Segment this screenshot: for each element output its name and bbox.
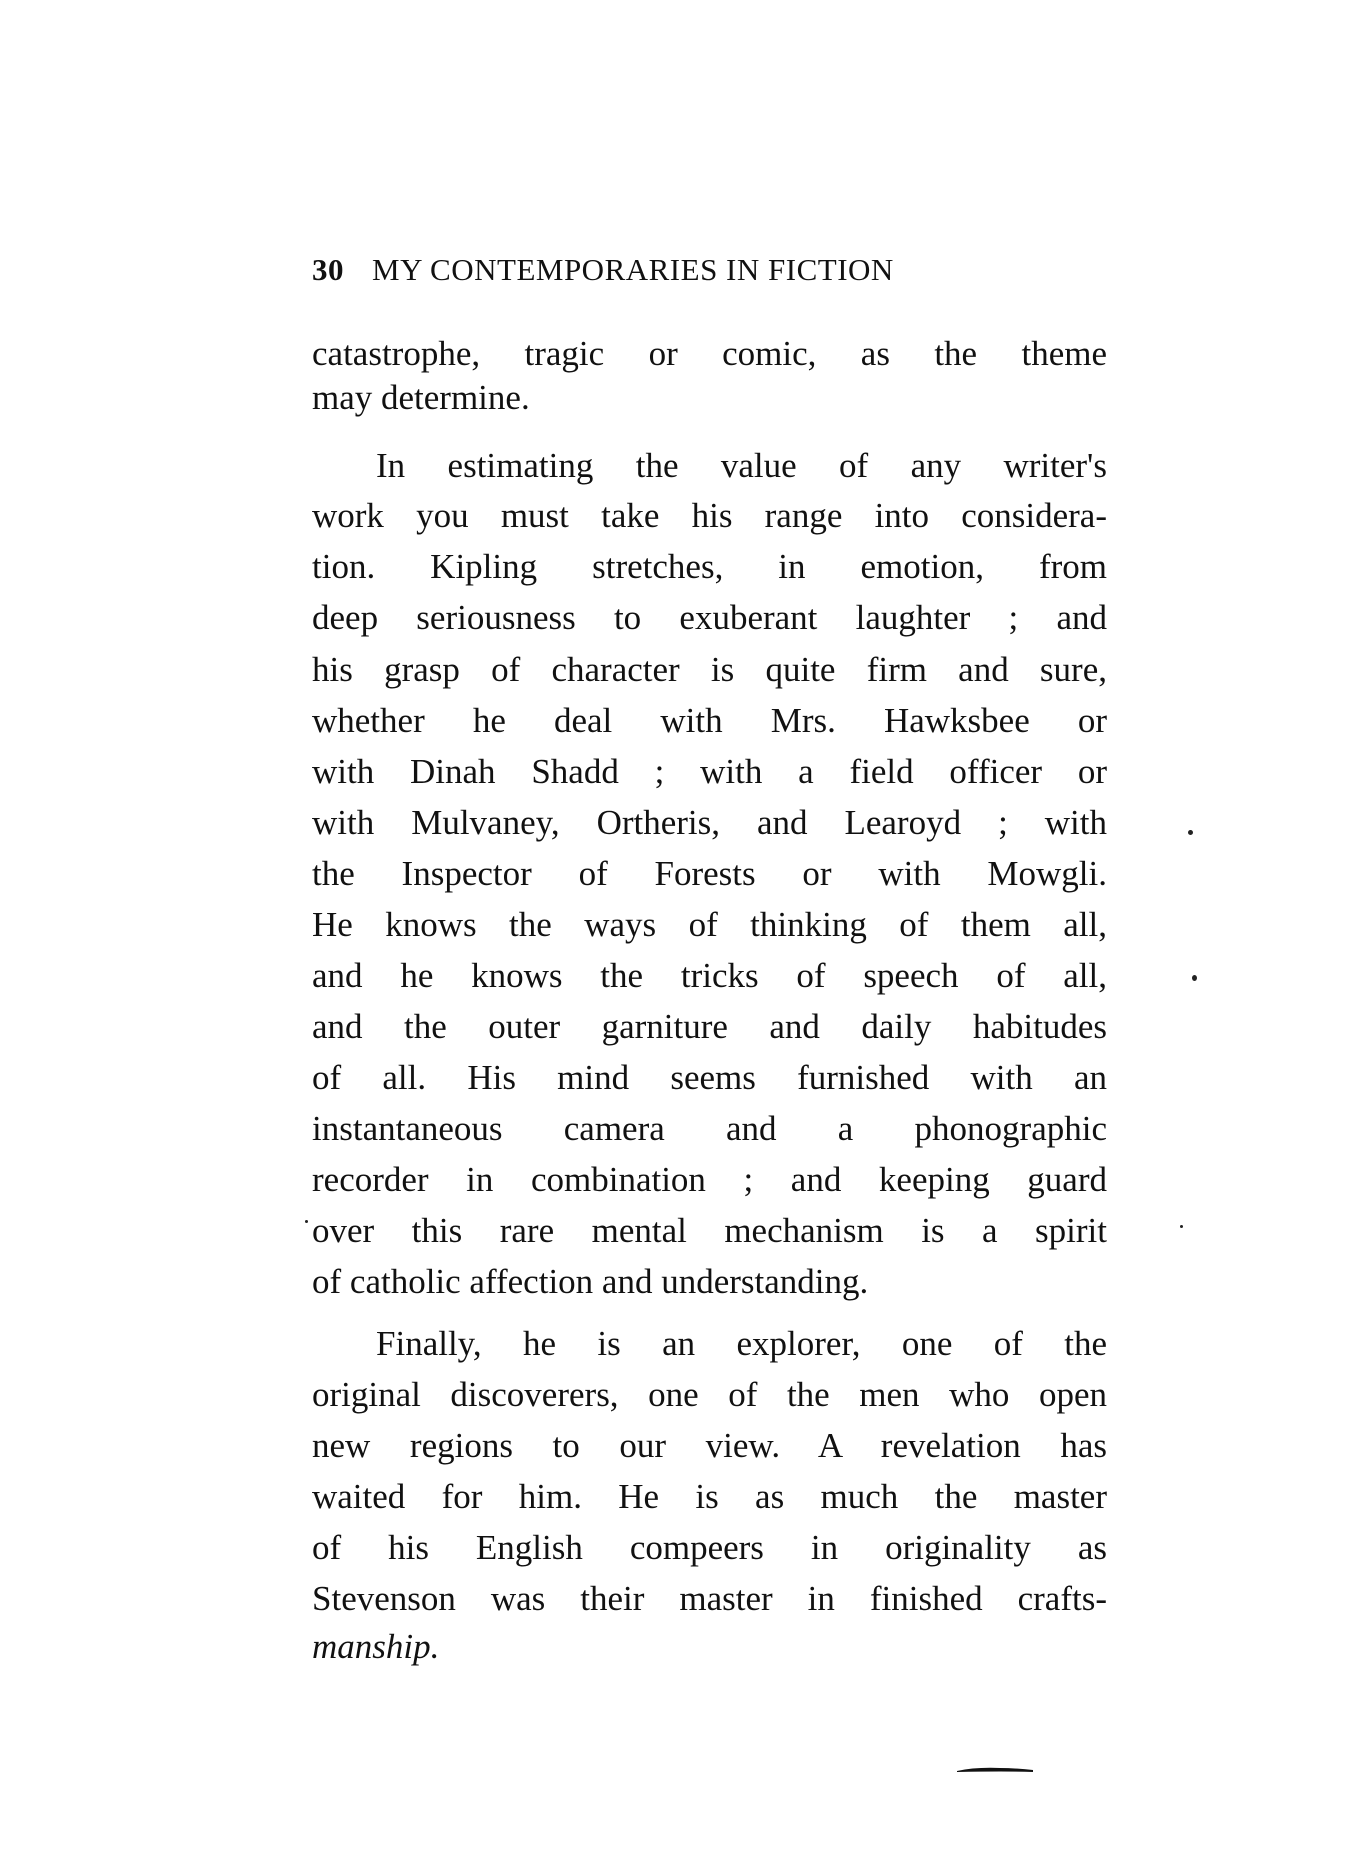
running-title: MY CONTEMPORARIES IN FICTION [372, 252, 894, 287]
text-line: Finally, he is an explorer, one of the [376, 1324, 1107, 1363]
tailpiece-ornament [955, 1765, 1035, 1773]
text-line: work you must take his range into considera- [312, 496, 1107, 535]
text-line: with Dinah Shadd ; with a field officer or [312, 752, 1107, 791]
text-line: new regions to our view. A revelation has [312, 1426, 1107, 1465]
text-line: of all. His mind seems furnished with an [312, 1058, 1107, 1097]
text-line: manship. [312, 1627, 440, 1666]
page-number: 30 [312, 252, 344, 287]
text-line: his grasp of character is quite firm and sure, [312, 650, 1107, 689]
print-speck [1180, 1225, 1183, 1228]
text-line: of catholic affection and understanding. [312, 1262, 869, 1301]
text-line: of his English compeers in originality as [312, 1528, 1107, 1567]
print-speck [1188, 830, 1193, 835]
running-head [312, 252, 1032, 288]
text-line: recorder in combination ; and keeping guard [312, 1160, 1107, 1199]
text-line: over this rare mental mechanism is a spirit [312, 1211, 1107, 1250]
text-line: and he knows the tricks of speech of all, [312, 956, 1107, 995]
text-line: Stevenson was their master in finished crafts- [312, 1579, 1107, 1618]
text-line: the Inspector of Forests or with Mowgli. [312, 854, 1107, 893]
text-line: In estimating the value of any writer's [376, 446, 1107, 485]
text-line: deep seriousness to exuberant laughter ; and [312, 598, 1107, 637]
text-line: and the outer garniture and daily habitudes [312, 1007, 1107, 1046]
text-line: instantaneous camera and a phonographic [312, 1109, 1107, 1148]
text-line: original discoverers, one of the men who open [312, 1375, 1107, 1414]
text-line: waited for him. He is as much the master [312, 1477, 1107, 1516]
text-line: whether he deal with Mrs. Hawksbee or [312, 701, 1107, 740]
print-speck [305, 1220, 308, 1223]
print-speck [1192, 975, 1197, 981]
text-line: catastrophe, tragic or comic, as the theme [312, 334, 1107, 373]
text-line: He knows the ways of thinking of them all, [312, 905, 1107, 944]
text-line: with Mulvaney, Ortheris, and Learoyd ; with [312, 803, 1107, 842]
text-line: may determine. [312, 378, 530, 417]
text-line: tion. Kipling stretches, in emotion, from [312, 547, 1107, 586]
